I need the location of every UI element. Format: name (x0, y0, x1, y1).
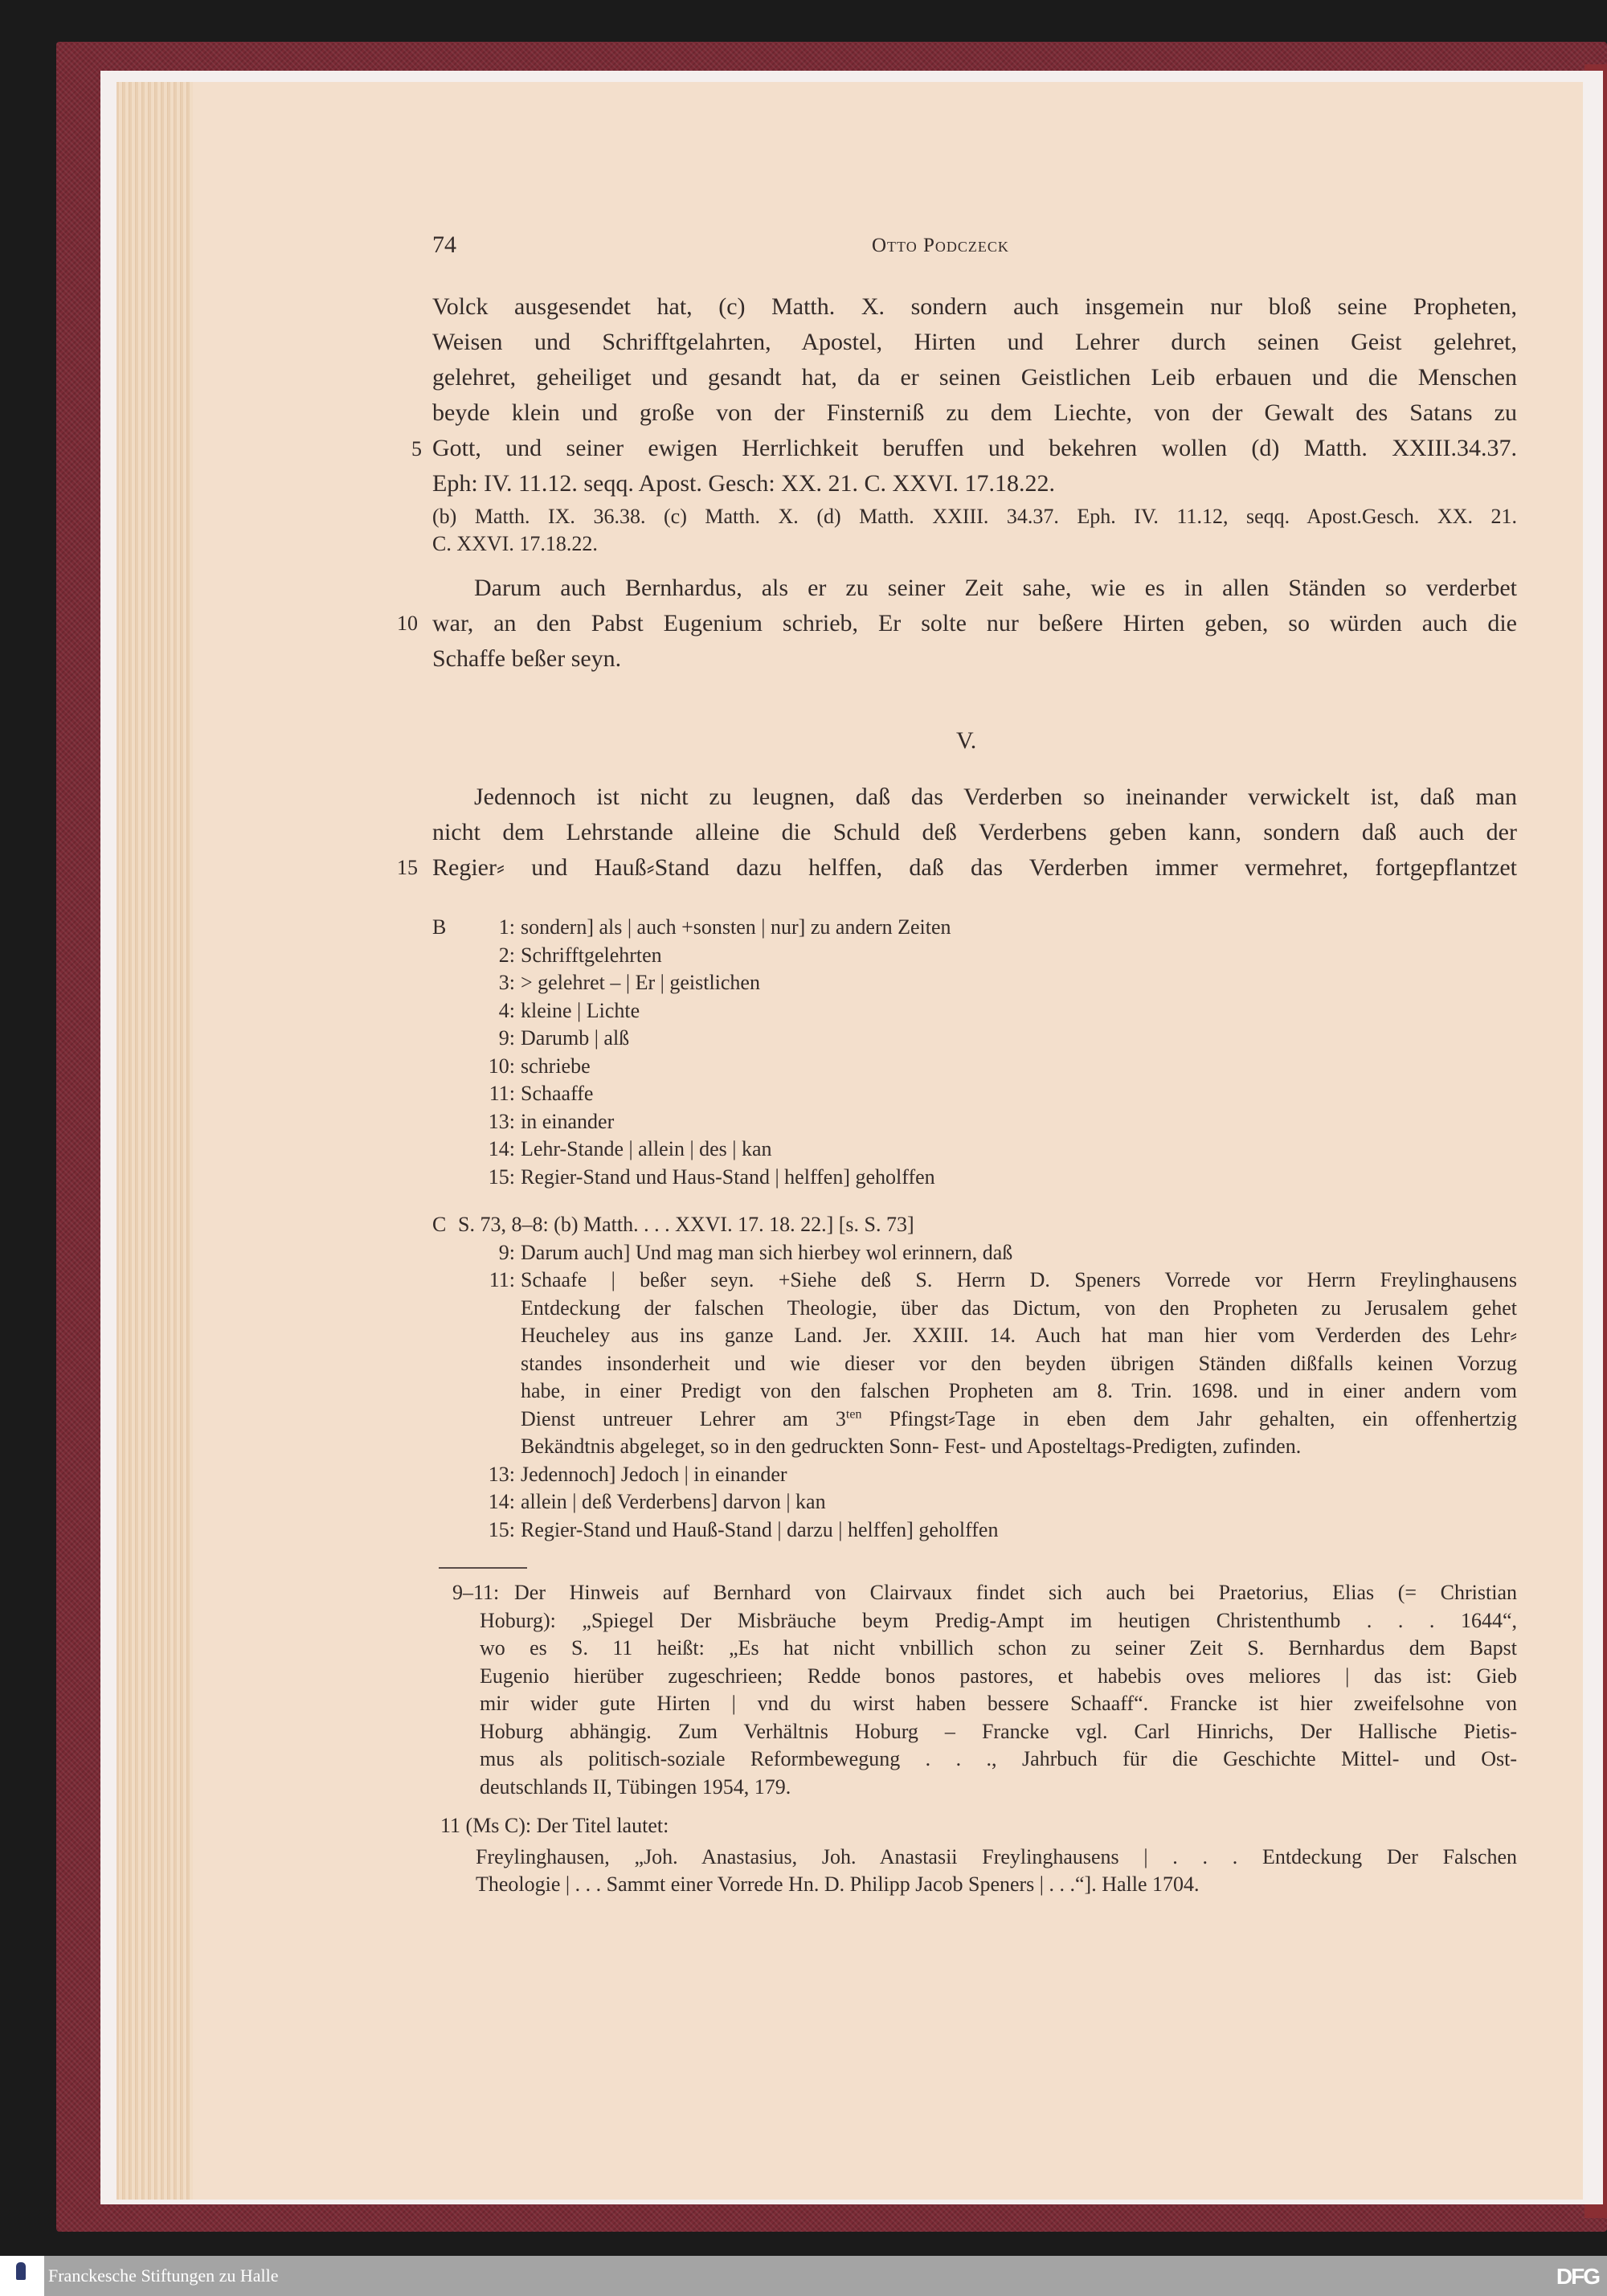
apparatus-entry (432, 1774, 1517, 1802)
apparatus-entry (432, 1461, 1517, 1489)
apparatus-line-ref: 13: (488, 1109, 515, 1133)
apparatus-text: deutschlands II, Tübingen 1954, 179. (480, 1774, 791, 1799)
apparatus-entry (432, 1635, 1517, 1663)
apparatus-entry (432, 1607, 1517, 1635)
line-number: 10 (397, 612, 418, 635)
apparatus-text: Der Hinweis auf Bernhard von Clairvaux findet sich auch bei Praetorius, Elias (= Christian (514, 1581, 1517, 1604)
apparatus-text: allein | deß Verderbens] darvon | kan (521, 1490, 826, 1513)
apparatus-entry (432, 1579, 1517, 1607)
footnote-rule (439, 1567, 527, 1569)
spacer (432, 1801, 1517, 1812)
running-title: Otto Podczeck (872, 235, 1009, 256)
apparatus-entry (432, 1433, 1517, 1461)
apparatus-entry (432, 1663, 1517, 1691)
apparatus-text: Darum auch] Und mag man sich hierbey wol erinnern, daß (521, 1240, 1013, 1264)
apparatus-text: Schaaffe (521, 1082, 594, 1105)
apparatus-text: mus als politisch-soziale Reformbewegung . . ., Jahrbuch für die Geschichte Mittel- und Ost- (480, 1747, 1517, 1770)
apparatus-entry (432, 1108, 1517, 1136)
apparatus-entry (432, 1718, 1517, 1746)
apparatus-text: Darumb | alß (521, 1026, 630, 1050)
apparatus-text: Theologie | . . . Sammt einer Vorrede Hn. D. Philipp Jacob Speners | . . .“]. Halle 1704. (476, 1872, 1200, 1896)
text-line: beyde klein und große von der Finsterniß zu dem Liechte, von der Gewalt des Satans zu (432, 399, 1517, 426)
apparatus-text: Regier-Stand und Haus-Stand | helffen] geholffen (521, 1164, 935, 1189)
note-label: 9–11: (452, 1581, 500, 1604)
text-line: Jedennoch ist nicht zu leugnen, daß das Verderben so ineinander verwickelt ist, daß man (474, 784, 1517, 810)
apparatus-line-ref: 15: (488, 1164, 515, 1189)
apparatus-entry (432, 1053, 1517, 1081)
apparatus-b (432, 914, 1517, 1191)
text-line: Regier⸗ und Hauß⸗Stand dazu helffen, daß das Verderben immer vermehret, fortgepflantzet (432, 854, 1517, 881)
apparatus-entry (432, 1488, 1517, 1516)
apparatus-line-ref: 4: (498, 998, 515, 1022)
logo-figure-icon (16, 2262, 26, 2280)
apparatus-text: Schrifftgelehrten (521, 943, 662, 967)
apparatus-line-ref: 11: (489, 1268, 515, 1291)
text-line: gelehret, geheiliget und gesandt hat, da er seinen Geistlichen Leib erbauen und die Menschen (432, 364, 1517, 391)
apparatus-text: Regier-Stand und Hauß-Stand | darzu | helffen] geholffen (521, 1517, 999, 1541)
apparatus-siglum: C (432, 1213, 447, 1236)
viewer-footer (0, 2256, 1607, 2296)
apparatus-line-ref: 1: (498, 915, 515, 939)
text-line: Weisen und Schrifftgelahrten, Apostel, Hirten und Lehrer durch seinen Geist gelehret, (432, 329, 1517, 355)
apparatus-entry (432, 969, 1517, 997)
apparatus-text: S. 73, 8–8: (b) Matth. . . . XXVI. 17. 18. 22.] [s. S. 73] (458, 1213, 914, 1236)
apparatus-line-ref: 11: (489, 1082, 515, 1105)
paragraph-1 (432, 289, 1517, 501)
apparatus-entry (432, 914, 1517, 942)
apparatus-text: Freylinghausen, „Joh. Anastasius, Joh. Anastasii Freylinghausens | . . . Entdeckung Der Falschen (476, 1844, 1517, 1868)
apparatus-text (521, 1406, 1517, 1434)
apparatus-entry (432, 1295, 1517, 1323)
apparatus-entry (432, 1377, 1517, 1406)
text-line: war, an den Pabst Eugenium schrieb, Er solte nur beßere Hirten geben, so würden auch die (432, 610, 1517, 636)
apparatus-text: > gelehret – | Er | geistlichen (521, 971, 760, 994)
apparatus-entry (432, 1267, 1517, 1295)
apparatus-text: habe, in einer Predigt von den falschen Propheten am 8. Trin. 1698. und in einer andern vom (521, 1379, 1517, 1402)
apparatus-text: mir wider gute Hirten | vnd du wirst haben bessere Schaaff“. Francke ist hier zweifelsohne von (480, 1692, 1517, 1715)
apparatus-text: 11 (Ms C): Der Titel lautet: (440, 1814, 669, 1837)
text-line: nicht dem Lehrstande alleine die Schuld deß Verderbens geben kann, sondern daß auch der (432, 819, 1517, 845)
section-heading: V. (956, 727, 977, 754)
apparatus-text: wo es S. 11 heißt: „Es hat nicht vnbillich schon zu seiner Zeit S. Bernhardus dem Bapst (480, 1636, 1517, 1660)
superscript: ten (845, 1406, 862, 1421)
apparatus-line-ref: 13: (488, 1462, 515, 1486)
apparatus-c (432, 1211, 1517, 1544)
apparatus-text: schriebe (521, 1054, 591, 1078)
apparatus-line-ref: 3: (498, 971, 515, 994)
apparatus-entry (432, 1350, 1517, 1378)
apparatus-text: Hoburg): „Spiegel Der Misbräuche beym Predig-Ampt im heutigen Christenthumb . . . 1644“, (480, 1608, 1517, 1632)
apparatus-entry (432, 1746, 1517, 1774)
apparatus-text: sondern] als | auch +sonsten | nur] zu andern Zeiten (521, 915, 951, 939)
apparatus-text: Lehr-Stande | allein | des | kan (521, 1137, 772, 1160)
editorial-notes (432, 1579, 1517, 1899)
apparatus-entry (432, 997, 1517, 1025)
paragraph-2 (432, 571, 1517, 677)
apparatus-text: kleine | Lichte (521, 998, 640, 1022)
apparatus-entry (432, 1164, 1517, 1192)
apparatus-entry (432, 1211, 1517, 1239)
apparatus-text: Schaafe | beßer seyn. +Siehe deß S. Herrn D. Speners Vorrede vor Herrn Freylinghausens (521, 1268, 1517, 1291)
text-segment: Pfingst⸗Tage in eben dem Jahr gehalten, ein offenhertzig (861, 1406, 1517, 1430)
text-line: Darum auch Bernhardus, als er zu seiner Zeit sahe, wie es in allen Ständen so verderbet (474, 575, 1517, 601)
line-number: 5 (411, 437, 422, 460)
institution-logo (0, 2256, 44, 2296)
text-line: C. XXVI. 17.18.22. (432, 532, 598, 555)
apparatus-text: Entdeckung der falschen Theologie, über das Dictum, von den Propheten zu Jerusalem gehet (521, 1295, 1517, 1320)
apparatus-entry (432, 1812, 1517, 1840)
text-segment: Dienst untreuer Lehrer am 3 (521, 1406, 846, 1430)
apparatus-text: Bekändtnis abgeleget, so in den gedruckten Sonn- Fest- und Aposteltags-Predigten, zufinden. (521, 1434, 1302, 1458)
apparatus-entry (432, 1406, 1517, 1434)
text-line: Schaffe beßer seyn. (432, 645, 622, 672)
apparatus-line-ref: 2: (498, 943, 515, 967)
line-number: 15 (397, 856, 418, 879)
apparatus-entry (432, 1690, 1517, 1718)
apparatus-text: standes insonderheit und wie dieser vor den beyden übrigen Ständen dißfalls keinen Vorzug (521, 1351, 1517, 1375)
apparatus-line-ref: 15: (488, 1517, 515, 1541)
apparatus-text: Jedennoch] Jedoch | in einander (521, 1462, 787, 1486)
apparatus-entry (432, 1025, 1517, 1053)
page-number: 74 (432, 231, 456, 258)
apparatus-entry (432, 1516, 1517, 1545)
apparatus-entry (432, 1239, 1517, 1267)
apparatus-entry (432, 1136, 1517, 1164)
apparatus-siglum: B (432, 915, 447, 939)
apparatus-text: in einander (521, 1109, 615, 1133)
apparatus-line-ref: 10: (488, 1054, 515, 1078)
apparatus-entry (432, 1871, 1517, 1899)
text-line: Gott, und seiner ewigen Herrlichkeit beruffen und bekehren wollen (d) Matth. XXIII.34.37. (432, 435, 1517, 461)
text-line: Eph: IV. 11.12. seqq. Apost. Gesch: XX. 21. C. XXVI. 17.18.22. (432, 470, 1055, 497)
apparatus-entry (432, 1322, 1517, 1350)
apparatus-line-ref: 14: (488, 1490, 515, 1513)
text-line: Volck ausgesendet hat, (c) Matth. X. sondern auch insgemein nur bloß seine Propheten, (432, 293, 1517, 320)
apparatus-text: Hoburg abhängig. Zum Verhältnis Hoburg – Francke vgl. Carl Hinrichs, Der Hallische Pietis- (480, 1719, 1517, 1743)
apparatus-text: Eugenio hierüber zugeschrieen; Redde bonos pastores, et habebis oves meliores | das ist: Gieb (480, 1664, 1517, 1688)
apparatus-entry (432, 1080, 1517, 1108)
text-line: (b) Matth. IX. 36.38. (c) Matth. X. (d) Matth. XXIII. 34.37. Eph. IV. 11.12, seqq. Apost.Gesch. XX. 21. (432, 505, 1517, 528)
page-edges (117, 82, 193, 2200)
apparatus-line-ref: 14: (488, 1137, 515, 1160)
apparatus-entry (432, 1844, 1517, 1872)
institution-name: Franckesche Stiftungen zu Halle (48, 2265, 279, 2286)
apparatus-line-ref: 9: (498, 1240, 515, 1264)
apparatus-line-ref: 9: (498, 1026, 515, 1050)
apparatus-text: Heucheley aus ins ganze Land. Jer. XXIII. 14. Auch hat man hier vom Verderden des Lehr⸗ (521, 1324, 1517, 1347)
dfg-logo: DFG (1556, 2264, 1599, 2289)
footnote-b (432, 503, 1517, 558)
paragraph-3 (432, 780, 1517, 886)
apparatus-entry (432, 942, 1517, 970)
